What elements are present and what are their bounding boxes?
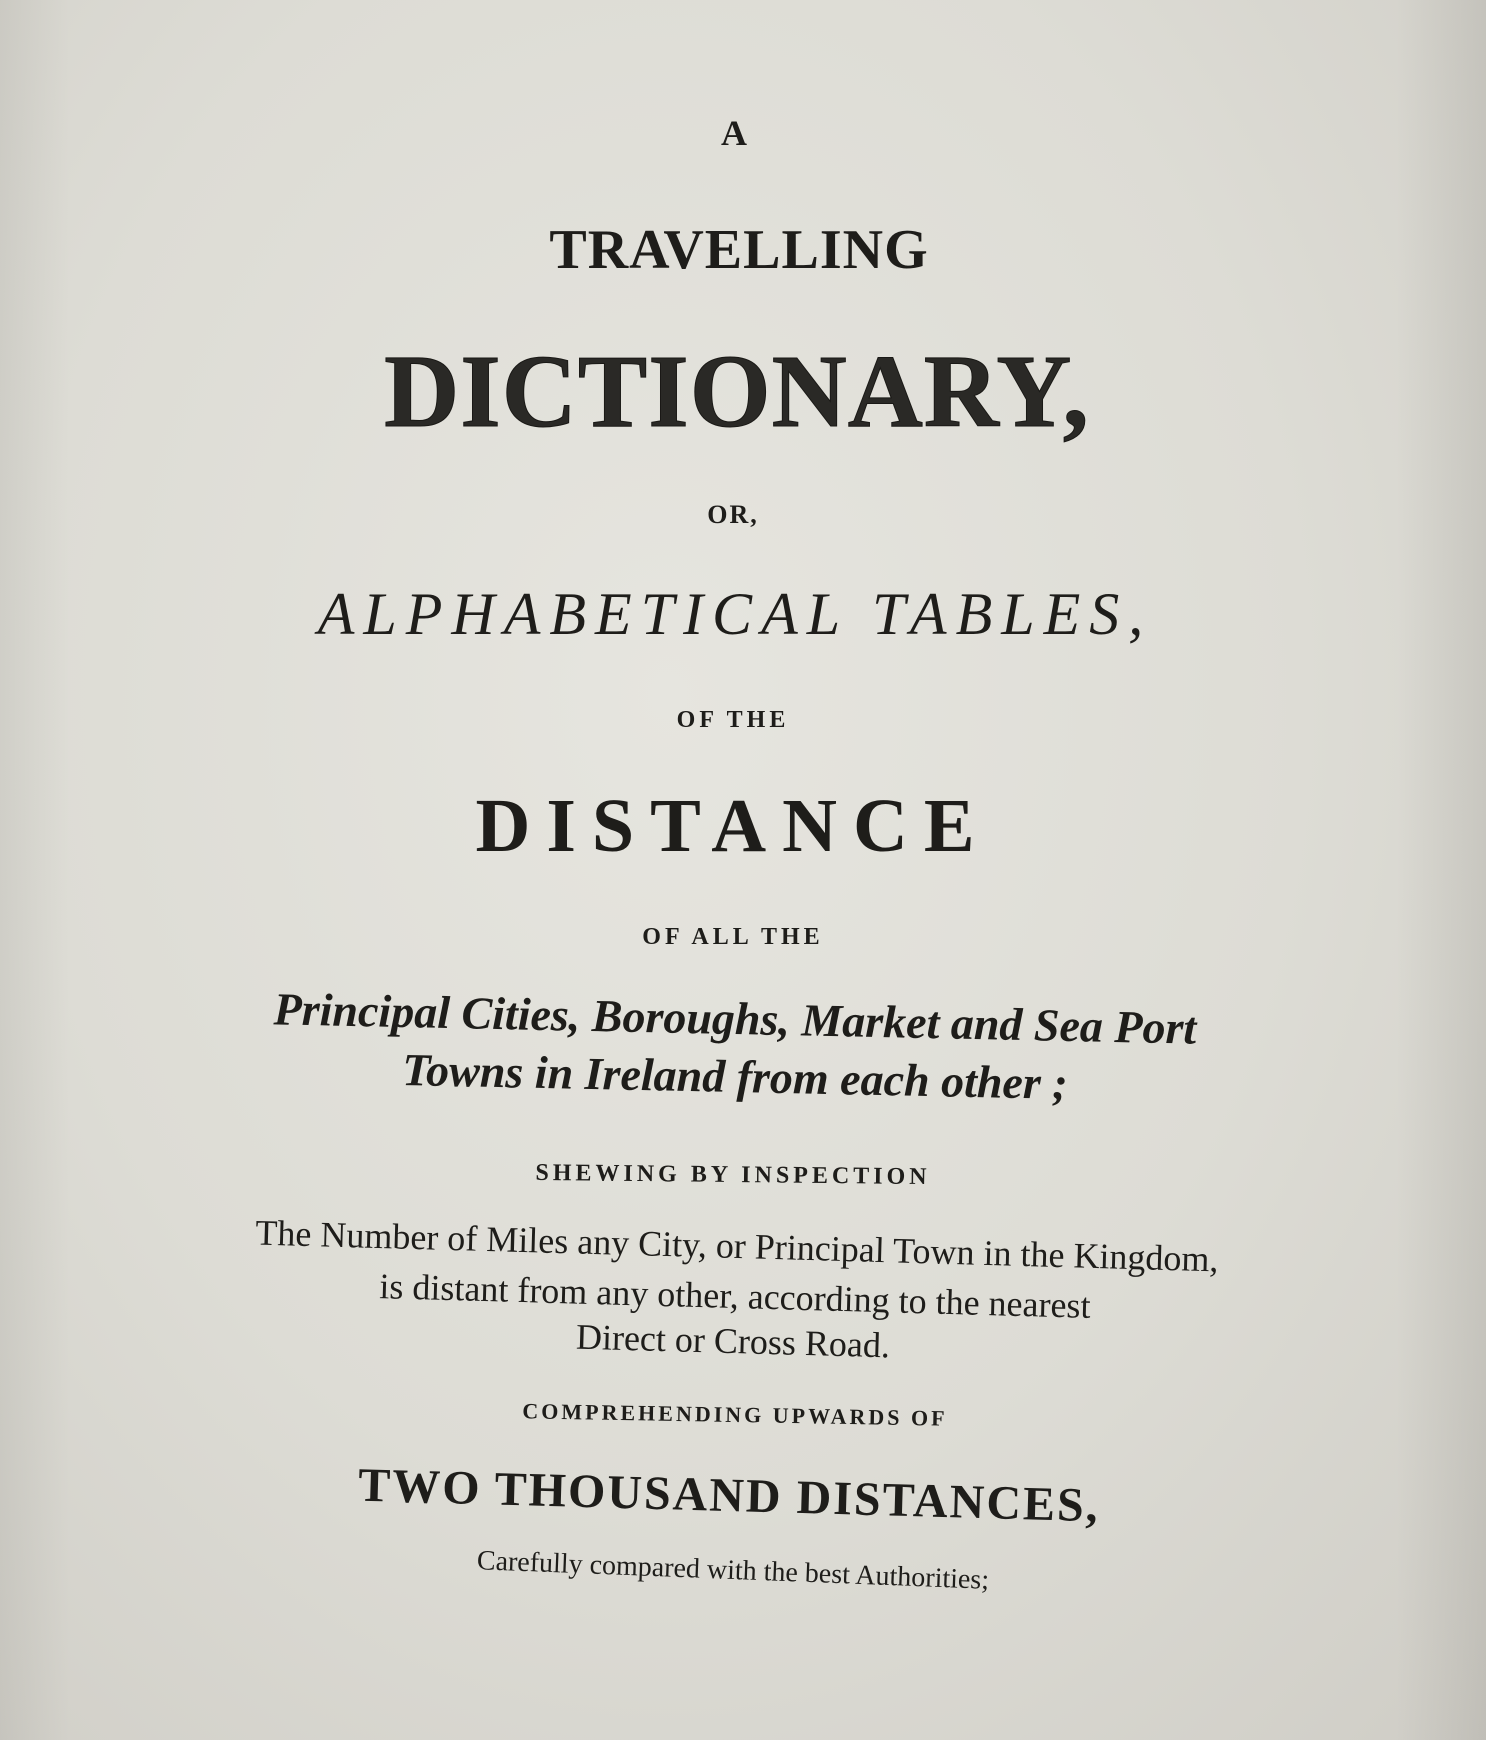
title-of-all-the: OF ALL THE <box>642 924 824 950</box>
description-line-1: The Number of Miles any City, or Principal Town in the Kingdom, <box>254 1212 1220 1280</box>
title-two-thousand-distances: TWO THOUSAND DISTANCES, <box>357 1458 1101 1533</box>
subtitle-towns-in-ireland: Towns in Ireland from each other ; <box>401 1044 1069 1109</box>
title-or: OR, <box>707 500 759 529</box>
heading-shewing-by-inspection: SHEWING BY INSPECTION <box>535 1159 931 1191</box>
title-dictionary: DICTIONARY, <box>384 334 1090 449</box>
title-alphabetical-tables: ALPHABETICAL TABLES, <box>317 581 1153 647</box>
description-line-3: Direct or Cross Road. <box>575 1316 891 1366</box>
description-line-2: is distant from any other, according to the nearest <box>378 1266 1092 1326</box>
heading-comprehending: COMPREHENDING UPWARDS OF <box>522 1398 948 1431</box>
title-travelling: TRAVELLING <box>549 219 929 281</box>
title-of-the: OF THE <box>676 707 790 733</box>
title-article: A <box>721 113 749 153</box>
title-distance: DISTANCE <box>475 784 991 868</box>
note-carefully-compared: Carefully compared with the best Authorities; <box>476 1545 990 1596</box>
subtitle-principal-cities: Principal Cities, Boroughs, Market and Sea Port <box>273 983 1197 1054</box>
